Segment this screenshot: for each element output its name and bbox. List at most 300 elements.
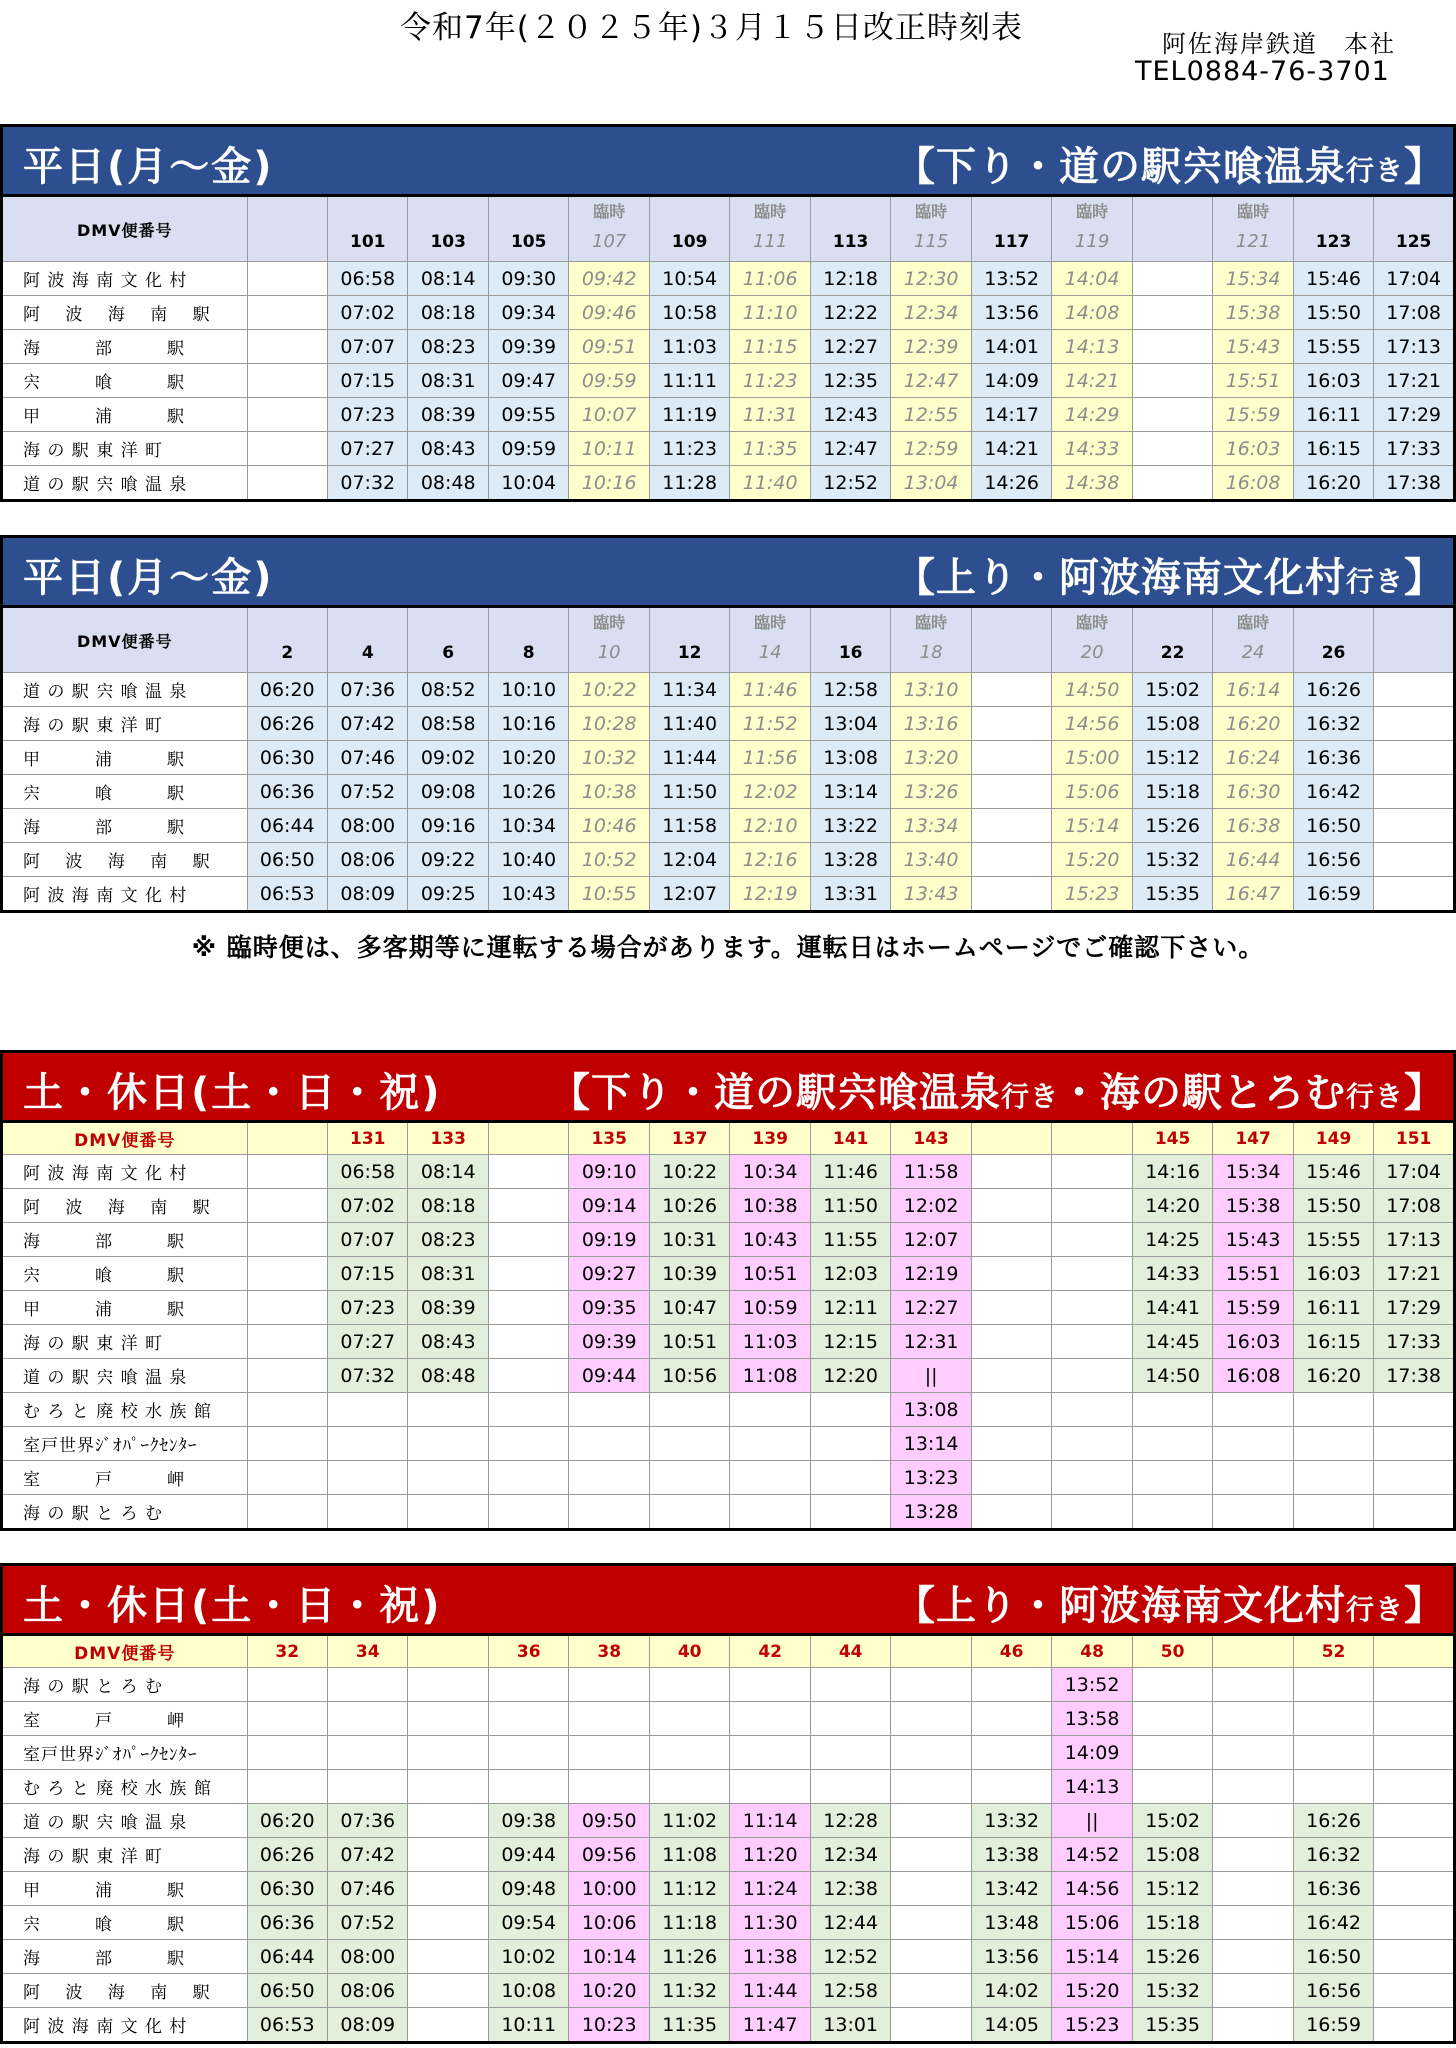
departure-time: 08:39 — [408, 398, 488, 432]
direction-label-part: 【下り・道の駅宍喰温泉 — [894, 144, 1346, 190]
departure-time — [569, 1736, 649, 1770]
temporary-mark: 臨時 — [1237, 202, 1270, 221]
departure-time — [891, 1838, 971, 1872]
departure-time: 11:35 — [649, 2008, 729, 2043]
departure-time — [247, 1155, 327, 1189]
departure-time: 12:52 — [810, 1940, 890, 1974]
station-row — [2, 707, 1455, 741]
departure-time: 09:51 — [569, 330, 649, 364]
station-row — [2, 1461, 1455, 1495]
departure-time: 15:14 — [1052, 809, 1132, 843]
departure-time — [649, 1736, 729, 1770]
departure-time — [328, 1495, 408, 1530]
departure-time — [971, 1427, 1051, 1461]
departure-time — [1213, 1770, 1293, 1804]
station-name: 室戸世界ｼﾞｵﾊﾟｰｸｾﾝﾀｰ — [2, 1427, 248, 1461]
departure-time — [1132, 330, 1212, 364]
direction-label-part: 】 — [1404, 1583, 1445, 1629]
departure-time: 15:20 — [1052, 843, 1132, 877]
train-number-row — [2, 607, 1455, 673]
departure-time: 15:38 — [1213, 296, 1293, 330]
direction-label — [895, 1574, 1445, 1631]
station-name: む ろ と 廃 校 水 族 館 — [2, 1393, 248, 1427]
departure-time: 13:20 — [891, 741, 971, 775]
train-number: 141 — [810, 1122, 890, 1155]
departure-time: 15:32 — [1132, 1974, 1212, 2008]
train-number — [247, 196, 327, 262]
departure-time: 16:42 — [1293, 775, 1373, 809]
departure-time: 10:11 — [569, 432, 649, 466]
departure-time: 11:20 — [730, 1838, 810, 1872]
station-name: 甲 浦 駅 — [2, 1872, 248, 1906]
departure-time — [408, 1736, 488, 1770]
station-name: 阿 波 海 南 文 化 村 — [2, 262, 248, 296]
departure-time: 16:44 — [1213, 843, 1293, 877]
section-header-band — [0, 1563, 1456, 1633]
departure-time: 16:15 — [1293, 432, 1373, 466]
departure-time: 15:55 — [1293, 1223, 1373, 1257]
departure-time: 13:52 — [1052, 1668, 1132, 1702]
departure-time — [1052, 1155, 1132, 1189]
departure-time — [649, 1393, 729, 1427]
departure-time: 10:38 — [730, 1189, 810, 1223]
train-number-value: 12 — [677, 643, 702, 663]
train-number-value: 18 — [919, 642, 943, 663]
departure-time: 12:27 — [810, 330, 890, 364]
departure-time — [408, 1393, 488, 1427]
departure-time: 16:11 — [1293, 398, 1373, 432]
departure-time — [1052, 1495, 1132, 1530]
departure-time: 16:32 — [1293, 707, 1373, 741]
departure-time — [810, 1702, 890, 1736]
train-number — [328, 196, 408, 262]
departure-time: 07:36 — [328, 673, 408, 707]
temporary-mark — [811, 199, 890, 225]
temporary-mark — [972, 199, 1051, 225]
departure-time — [569, 1668, 649, 1702]
departure-time: 11:47 — [730, 2008, 810, 2043]
departure-time: 16:47 — [1213, 877, 1293, 912]
departure-time — [408, 1940, 488, 1974]
dmv-number-label: DMV便番号 — [2, 196, 248, 262]
departure-time — [1052, 1257, 1132, 1291]
train-number-value: 16 — [838, 643, 863, 663]
departure-time — [810, 1461, 890, 1495]
departure-time: 14:21 — [1052, 364, 1132, 398]
station-row — [2, 1906, 1455, 1940]
departure-time: 15:18 — [1132, 775, 1212, 809]
station-row — [2, 673, 1455, 707]
direction-label — [550, 1061, 1445, 1118]
departure-time: 15:51 — [1213, 364, 1293, 398]
departure-time: 15:20 — [1052, 1974, 1132, 2008]
departure-time: 10:10 — [488, 673, 568, 707]
departure-time: 08:18 — [408, 296, 488, 330]
departure-time: 08:43 — [408, 432, 488, 466]
departure-time — [891, 1940, 971, 1974]
train-number-value: 123 — [1315, 232, 1352, 252]
departure-time: 11:12 — [649, 1872, 729, 1906]
station-row — [2, 1974, 1455, 2008]
holiday-down-timetable — [0, 1050, 1456, 1531]
departure-time: 06:44 — [247, 1940, 327, 1974]
direction-label-part: 】 — [1404, 144, 1445, 190]
departure-time: 15:18 — [1132, 1906, 1212, 1940]
temporary-mark: 臨時 — [593, 613, 626, 632]
train-number: 135 — [569, 1122, 649, 1155]
temporary-mark — [1133, 199, 1212, 225]
departure-time: 09:02 — [408, 741, 488, 775]
departure-time: 14:09 — [1052, 1736, 1132, 1770]
train-number: 32 — [247, 1635, 327, 1668]
departure-time — [1213, 1804, 1293, 1838]
station-name: 室戸世界ｼﾞｵﾊﾟｰｸｾﾝﾀｰ — [2, 1736, 248, 1770]
departure-time: 11:31 — [730, 398, 810, 432]
departure-time: 14:50 — [1052, 673, 1132, 707]
departure-time: 15:50 — [1293, 1189, 1373, 1223]
departure-time: 15:59 — [1213, 1291, 1293, 1325]
departure-time: 06:53 — [247, 877, 327, 912]
departure-time — [971, 775, 1051, 809]
train-number-value — [1374, 636, 1453, 670]
departure-time: 06:26 — [247, 707, 327, 741]
departure-time: 07:15 — [328, 364, 408, 398]
train-number — [649, 607, 729, 673]
departure-time — [971, 1189, 1051, 1223]
departure-time: 08:23 — [408, 330, 488, 364]
temporary-mark: 臨時 — [915, 613, 948, 632]
departure-time: 10:47 — [649, 1291, 729, 1325]
departure-time — [1052, 1359, 1132, 1393]
departure-time: 10:58 — [649, 296, 729, 330]
departure-time — [730, 1770, 810, 1804]
departure-time — [810, 1770, 890, 1804]
departure-time — [810, 1495, 890, 1530]
departure-time — [1374, 1702, 1455, 1736]
train-number — [1374, 607, 1455, 673]
train-number — [569, 196, 649, 262]
departure-time — [247, 1393, 327, 1427]
departure-time — [891, 1702, 971, 1736]
departure-time: 16:08 — [1213, 1359, 1293, 1393]
departure-time: 09:54 — [488, 1906, 568, 1940]
station-name: 阿 波 海 南 駅 — [2, 1189, 248, 1223]
station-row — [2, 1770, 1455, 1804]
departure-time — [1374, 741, 1455, 775]
departure-time — [971, 1291, 1051, 1325]
temporary-mark — [1294, 610, 1373, 636]
departure-time: 11:15 — [730, 330, 810, 364]
departure-time: 15:59 — [1213, 398, 1293, 432]
station-name: 道 の 駅 宍 喰 温 泉 — [2, 673, 248, 707]
departure-time: 06:30 — [247, 741, 327, 775]
departure-time: 16:14 — [1213, 673, 1293, 707]
departure-time — [488, 1770, 568, 1804]
departure-time: 10:23 — [569, 2008, 649, 2043]
train-number-value: 121 — [1235, 231, 1271, 252]
departure-time — [1213, 1974, 1293, 2008]
departure-time — [810, 1427, 890, 1461]
temporary-mark — [1133, 610, 1212, 636]
departure-time: 14:56 — [1052, 707, 1132, 741]
train-number-value — [1133, 225, 1212, 259]
departure-time — [247, 1325, 327, 1359]
train-number-value: 105 — [510, 232, 547, 252]
departure-time: 11:56 — [730, 741, 810, 775]
departure-time: 14:25 — [1132, 1223, 1212, 1257]
departure-time: 11:03 — [730, 1325, 810, 1359]
departure-time: 07:52 — [328, 775, 408, 809]
departure-time: 13:43 — [891, 877, 971, 912]
departure-time — [1052, 1325, 1132, 1359]
train-number-value: 20 — [1080, 642, 1104, 663]
departure-time — [1132, 1393, 1212, 1427]
temporary-service-note: ※ 臨時便は、多客期等に運転する場合があります。運転日はホームページでご確認下さい。 — [191, 933, 1265, 962]
departure-time: 13:38 — [971, 1838, 1051, 1872]
train-number-value: 8 — [522, 643, 535, 663]
departure-time: 10:38 — [569, 775, 649, 809]
departure-time — [1293, 1736, 1373, 1770]
departure-time: 13:58 — [1052, 1702, 1132, 1736]
station-name: 室 戸 岬 — [2, 1461, 248, 1495]
train-number — [569, 607, 649, 673]
departure-time — [328, 1427, 408, 1461]
departure-time — [971, 1359, 1051, 1393]
departure-time: 14:21 — [971, 432, 1051, 466]
departure-time: 10:22 — [649, 1155, 729, 1189]
departure-time: 16:26 — [1293, 673, 1373, 707]
departure-time — [1374, 1393, 1455, 1427]
departure-time — [247, 1359, 327, 1393]
departure-time — [971, 877, 1051, 912]
train-number-value: 101 — [349, 232, 386, 252]
departure-time: 12:59 — [891, 432, 971, 466]
departure-time: 15:26 — [1132, 809, 1212, 843]
departure-time — [328, 1702, 408, 1736]
departure-time: 09:16 — [408, 809, 488, 843]
departure-time: 11:44 — [730, 1974, 810, 2008]
departure-time — [1213, 1838, 1293, 1872]
station-name: 阿 波 海 南 駅 — [2, 843, 248, 877]
departure-time: 12:22 — [810, 296, 890, 330]
departure-time: 12:34 — [891, 296, 971, 330]
train-number-value: 10 — [597, 642, 621, 663]
departure-time: 15:51 — [1213, 1257, 1293, 1291]
departure-time: 13:22 — [810, 809, 890, 843]
departure-time: 09:35 — [569, 1291, 649, 1325]
departure-time: 14:08 — [1052, 296, 1132, 330]
departure-time — [1132, 1736, 1212, 1770]
departure-time: 08:09 — [328, 2008, 408, 2043]
station-row — [2, 330, 1455, 364]
train-number-value: 6 — [442, 643, 455, 663]
departure-time: 08:00 — [328, 1940, 408, 1974]
departure-time: 10:20 — [488, 741, 568, 775]
departure-time: 08:23 — [408, 1223, 488, 1257]
departure-time — [247, 1770, 327, 1804]
departure-time — [569, 1461, 649, 1495]
departure-time: 10:26 — [488, 775, 568, 809]
temporary-mark: 臨時 — [915, 202, 948, 221]
temporary-mark — [972, 610, 1051, 636]
departure-time: 07:02 — [328, 1189, 408, 1223]
departure-time — [328, 1393, 408, 1427]
departure-time — [1132, 1495, 1212, 1530]
departure-time: 14:13 — [1052, 1770, 1132, 1804]
departure-time: 10:11 — [488, 2008, 568, 2043]
departure-time: 12:47 — [810, 432, 890, 466]
departure-time: 13:08 — [810, 741, 890, 775]
departure-time — [1213, 1393, 1293, 1427]
departure-time — [1132, 398, 1212, 432]
departure-time: 06:44 — [247, 809, 327, 843]
section-header-band — [0, 1050, 1456, 1120]
train-number-value: 117 — [993, 232, 1030, 252]
departure-time: 08:43 — [408, 1325, 488, 1359]
departure-time: 16:59 — [1293, 2008, 1373, 2043]
departure-time: 11:10 — [730, 296, 810, 330]
departure-time: 10:04 — [488, 466, 568, 501]
departure-time: 13:01 — [810, 2008, 890, 2043]
departure-time: 07:32 — [328, 466, 408, 501]
departure-time: 12:52 — [810, 466, 890, 501]
departure-time: 15:32 — [1132, 843, 1212, 877]
departure-time: 11:50 — [810, 1189, 890, 1223]
train-number-value: 14 — [758, 642, 782, 663]
departure-time: 15:34 — [1213, 1155, 1293, 1189]
departure-time: 09:10 — [569, 1155, 649, 1189]
departure-time: 17:04 — [1374, 1155, 1455, 1189]
departure-time: 10:00 — [569, 1872, 649, 1906]
temporary-mark — [408, 610, 487, 636]
temporary-mark: 臨時 — [754, 202, 787, 221]
departure-time: 08:39 — [408, 1291, 488, 1325]
departure-time: 13:04 — [810, 707, 890, 741]
departure-time: 07:42 — [328, 1838, 408, 1872]
departure-time: 10:16 — [488, 707, 568, 741]
train-number — [891, 1635, 971, 1668]
departure-time: 14:26 — [971, 466, 1051, 501]
departure-time: 10:59 — [730, 1291, 810, 1325]
temporary-mark — [1294, 199, 1373, 225]
departure-time: 14:38 — [1052, 466, 1132, 501]
station-name: 海 部 駅 — [2, 1223, 248, 1257]
departure-time: 10:39 — [649, 1257, 729, 1291]
departure-time: 15:55 — [1293, 330, 1373, 364]
departure-time — [1374, 1427, 1455, 1461]
departure-time — [971, 741, 1051, 775]
station-row — [2, 1393, 1455, 1427]
departure-time: 10:52 — [569, 843, 649, 877]
departure-time: 08:14 — [408, 262, 488, 296]
train-number — [488, 607, 568, 673]
departure-time: 06:53 — [247, 2008, 327, 2043]
departure-time: 08:48 — [408, 466, 488, 501]
train-number-value — [248, 225, 327, 259]
departure-time — [1132, 1668, 1212, 1702]
departure-time: 09:22 — [408, 843, 488, 877]
departure-time: 13:28 — [810, 843, 890, 877]
departure-time: 13:16 — [891, 707, 971, 741]
train-number — [1132, 607, 1212, 673]
departure-time — [488, 1155, 568, 1189]
departure-time: 14:33 — [1132, 1257, 1212, 1291]
train-number: 44 — [810, 1635, 890, 1668]
departure-time: 16:20 — [1293, 466, 1373, 501]
departure-time: 15:06 — [1052, 775, 1132, 809]
section-header-band — [0, 124, 1456, 194]
train-number: 137 — [649, 1122, 729, 1155]
departure-time: 12:44 — [810, 1906, 890, 1940]
train-number: 36 — [488, 1635, 568, 1668]
station-row — [2, 1189, 1455, 1223]
train-number — [1374, 196, 1455, 262]
train-number — [1213, 1635, 1293, 1668]
departure-time: 08:31 — [408, 364, 488, 398]
station-name: 阿 波 海 南 駅 — [2, 296, 248, 330]
departure-time — [1213, 1940, 1293, 1974]
departure-time — [408, 1495, 488, 1530]
departure-time: 12:02 — [730, 775, 810, 809]
train-number: 46 — [971, 1635, 1051, 1668]
temporary-mark — [328, 199, 407, 225]
train-number — [1132, 196, 1212, 262]
departure-time — [1132, 262, 1212, 296]
departure-time — [1213, 1427, 1293, 1461]
departure-time — [1213, 1668, 1293, 1702]
departure-time: 08:06 — [328, 1974, 408, 2008]
departure-time: 11:46 — [730, 673, 810, 707]
departure-time — [1374, 1872, 1455, 1906]
departure-time: 17:29 — [1374, 1291, 1455, 1325]
station-row — [2, 1223, 1455, 1257]
departure-time — [488, 1257, 568, 1291]
departure-time: 12:19 — [891, 1257, 971, 1291]
departure-time: 14:01 — [971, 330, 1051, 364]
departure-time — [1052, 1427, 1132, 1461]
departure-time: 09:25 — [408, 877, 488, 912]
departure-time — [1293, 1427, 1373, 1461]
temporary-mark — [408, 199, 487, 225]
departure-time: 08:14 — [408, 1155, 488, 1189]
departure-time: 16:11 — [1293, 1291, 1373, 1325]
departure-time — [971, 1770, 1051, 1804]
station-row — [2, 1736, 1455, 1770]
train-number — [408, 1635, 488, 1668]
station-row — [2, 432, 1455, 466]
departure-time: 08:48 — [408, 1359, 488, 1393]
departure-time — [408, 1461, 488, 1495]
train-number: 143 — [891, 1122, 971, 1155]
departure-time: 16:15 — [1293, 1325, 1373, 1359]
departure-time: 13:31 — [810, 877, 890, 912]
station-name: 甲 浦 駅 — [2, 741, 248, 775]
departure-time: 14:29 — [1052, 398, 1132, 432]
train-number: 38 — [569, 1635, 649, 1668]
departure-time: 12:03 — [810, 1257, 890, 1291]
departure-time — [247, 466, 327, 501]
departure-time: 16:20 — [1293, 1359, 1373, 1393]
departure-time: 13:26 — [891, 775, 971, 809]
departure-time: 11:08 — [649, 1838, 729, 1872]
departure-time — [488, 1702, 568, 1736]
departure-time: 09:44 — [569, 1359, 649, 1393]
departure-time — [247, 1223, 327, 1257]
departure-time: 11:50 — [649, 775, 729, 809]
departure-time — [1132, 1702, 1212, 1736]
departure-time: 17:13 — [1374, 1223, 1455, 1257]
departure-time — [247, 1736, 327, 1770]
